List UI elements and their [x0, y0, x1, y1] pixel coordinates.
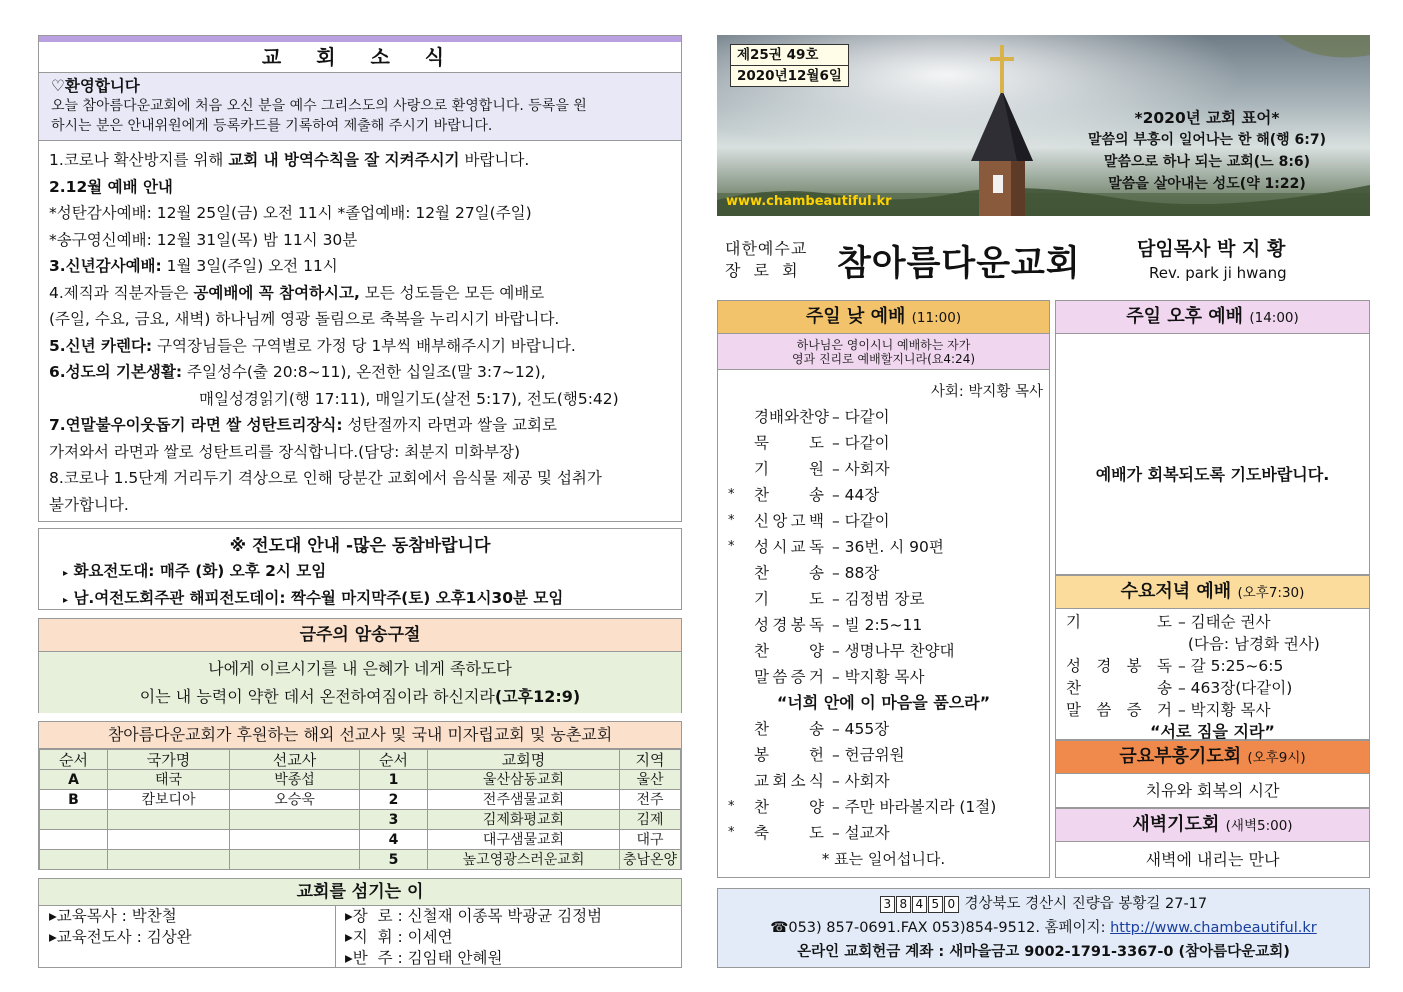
wednesday-title: 수요저녁 예배 (오후7:30)	[1056, 576, 1369, 609]
senior-pastor: 담임목사 박 지 황	[1137, 238, 1286, 260]
order-item-value: – 박지황 목사	[1178, 701, 1271, 719]
order-item-name: 성 경 봉 독	[754, 616, 824, 634]
news-items	[39, 141, 681, 518]
worship-order-item	[718, 820, 1049, 846]
standing-mark: *	[728, 539, 735, 554]
senior-pastor-english: Rev. park ji hwang	[1149, 264, 1287, 282]
order-item-value: – 사회자	[832, 772, 890, 790]
worship-order	[718, 404, 1049, 690]
order-item-value: – 갈 5:25~6:5	[1178, 657, 1284, 675]
verse-title: 금주의 암송구절	[39, 619, 681, 652]
order-item-name: 찬 송	[754, 486, 824, 504]
wednesday-order-item	[1056, 699, 1369, 721]
table-header-row: 순서 국가명 선교사 순서 교회명 지역	[40, 750, 681, 770]
order-item-value: – 빌 2:5~11	[832, 616, 923, 634]
order-item-value: – 455장	[832, 720, 890, 738]
address-section	[717, 888, 1370, 968]
table-row: 5 높고영광스러운교회 충남온양	[40, 850, 681, 870]
news-title: 교 회 소 식	[39, 42, 681, 73]
news-item: 가져와서 라면과 쌀로 성탄트리를 장식합니다.(담당: 최분지 미화부장)	[49, 442, 521, 461]
order-item-name: 성 시 교 독	[754, 538, 824, 556]
order-item-name: 묵 도	[754, 434, 824, 452]
homepage-link[interactable]: http://www.chambeautiful.kr	[1110, 920, 1317, 936]
welcome-line: 하시는 분은 안내위원에게 등록카드를 기록하여 제출해 주시기 바랍니다.	[51, 118, 493, 134]
table-row: 3 김제화평교회 김제	[40, 810, 681, 830]
welcome-line: 오늘 참아름다운교회에 처음 오신 분을 예수 그리스도의 사랑으로 환영합니다. 등록을 원	[51, 98, 587, 114]
order-item-name: 축 도	[754, 824, 824, 842]
order-item-value: – 88장	[832, 564, 880, 582]
worship-order-item	[718, 742, 1049, 768]
worship-order-item	[718, 534, 1049, 560]
friday-title: 금요부흥기도회 (오후9시)	[1056, 741, 1369, 774]
issue-volume: 제25권 49호	[737, 47, 819, 63]
issue-date: 2020년12월6일	[731, 65, 848, 86]
header-banner	[717, 35, 1370, 216]
order-item-value: (다음: 남경화 권사)	[1178, 635, 1320, 653]
servants-right: ▸장 로 : 신철재 이종목 박광균 김정범 ▸지 휘 : 이세연 ▸반 주 : 김임태 안혜원	[345, 907, 603, 967]
worship-order-item	[718, 586, 1049, 612]
standing-mark: *	[728, 513, 735, 528]
order-item-value: – 다같이	[832, 434, 890, 452]
order-item-value: – 생명나무 찬양대	[832, 642, 955, 660]
worship-order-item	[718, 768, 1049, 794]
worship-order-item	[718, 716, 1049, 742]
order-item-name: 말 씀 증 거	[754, 668, 824, 686]
servants-left: ▸교육목사 : 박찬철 ▸교육전도사 : 김상완	[49, 907, 192, 946]
wednesday-order-item	[1056, 633, 1369, 655]
church-news-section	[38, 35, 682, 522]
order-item-name: 찬 송	[1066, 679, 1172, 697]
order-item-value: – 박지황 목사	[832, 668, 925, 686]
standing-mark: *	[728, 799, 735, 814]
order-item-name: 경 배 와 찬 양	[754, 408, 829, 426]
news-item: 3.신년감사예배: 1월 3일(주일) 오전 11시	[49, 257, 338, 275]
news-item: (주일, 수요, 금요, 새벽) 하나님께 영광 돌림으로 축복을 누리시기 바랍니다.	[49, 310, 560, 328]
wednesday-order-item	[1056, 655, 1369, 677]
worship-order-item	[718, 508, 1049, 534]
order-item-name: 교 회 소 식	[754, 772, 824, 790]
order-item-value: – 헌금위원	[832, 746, 905, 764]
denomination: 대한예수교 장 로 회	[725, 239, 808, 280]
order-item-name: 찬 양	[754, 642, 824, 660]
standing-mark: *	[728, 825, 735, 840]
dawn-prayer-section	[1055, 808, 1370, 878]
missions-title: 참아름다운교회가 후원하는 해외 선교사 및 국내 미자립교회 및 농촌교회	[39, 722, 681, 749]
church-name: 참아름다운교회	[837, 244, 1081, 284]
news-item: *송구영신예배: 12월 31일(목) 밤 11시 30분	[49, 230, 358, 249]
verse-text: 나에게 이르시기를 내 은혜가 네게 족하도다 이는 내 능력이 약한 데서 온전하여짐이라 하신지라(고후12:9)	[39, 652, 681, 713]
evangelism-item: ▸ 남.여전도회주관 해피전도데이: 짝수월 마지막주(토) 오후1시30분 모임	[63, 589, 564, 607]
friday-text: 치유와 회복의 시간	[1145, 781, 1280, 800]
worship-order-item	[718, 430, 1049, 456]
table-row: 4 대구샘물교회 대구	[40, 830, 681, 850]
order-item-name: 찬 양	[754, 798, 824, 816]
worship-order-item	[718, 638, 1049, 664]
missions-section	[38, 721, 682, 870]
divider	[335, 905, 336, 967]
order-item-name: 기 도	[1066, 613, 1172, 631]
news-item: 불가합니다.	[49, 495, 129, 514]
order-item-name: 찬 송	[754, 720, 824, 738]
order-item-value: – 다같이	[832, 408, 890, 426]
sunday-afternoon-section	[1055, 300, 1370, 575]
order-item-value: – 다같이	[832, 512, 890, 530]
sermon-title: “너희 안에 이 마음을 품으라”	[776, 693, 991, 712]
order-item-value: – 사회자	[832, 460, 890, 478]
news-item: 4.제직과 직분자들은 공예배에 꼭 참여하시고, 모든 성도들은 모든 예배로	[49, 283, 545, 302]
dawn-text: 새벽에 내리는 만나	[1145, 850, 1280, 869]
evangelism-item: ▸ 화요전도대: 매주 (화) 오후 2시 모임	[63, 562, 327, 580]
afternoon-title: 주일 오후 예배 (14:00)	[1056, 301, 1369, 334]
worship-order-item	[718, 456, 1049, 482]
worship-order-item	[718, 612, 1049, 638]
afternoon-text: 예배가 회복되도록 기도바랍니다.	[1095, 465, 1330, 484]
news-item: 2.12월 예배 안내	[49, 177, 173, 196]
church-header	[717, 226, 1370, 296]
contact-line: ☎053) 857-0691.FAX 053)854-9512. 홈페이지: http://www.chambeautiful.kr	[770, 920, 1317, 936]
order-item-name: 말 씀 증 거	[1066, 701, 1172, 719]
order-item-value: – 463장(다같이)	[1178, 679, 1293, 697]
news-item: 1.코로나 확산방지를 위해 교회 내 방역수칙을 잘 지켜주시기 바랍니다.	[49, 151, 530, 169]
wednesday-worship-section	[1055, 575, 1370, 740]
worship-order-item	[718, 664, 1049, 690]
news-item: 8.코로나 1.5단계 거리두기 격상으로 인해 당분간 교회에서 음식물 제공 및 섭취가	[49, 469, 602, 487]
news-item: 매일성경읽기(행 17:11), 매일기도(살전 5:17), 전도(행5:42)	[199, 389, 619, 408]
sunday-worship-verse: 하나님은 영이시니 예배하는 자가 영과 진리로 예배할지니라(요4:24)	[718, 334, 1049, 370]
order-item-value: – 김태순 권사	[1178, 613, 1271, 631]
worship-order-continued	[718, 716, 1049, 846]
wednesday-order-item	[1056, 611, 1369, 633]
friday-prayer-section	[1055, 740, 1370, 808]
wednesday-order	[1056, 609, 1369, 721]
evangelism-title: ※ 전도대 안내 -많은 동참바랍니다	[229, 536, 491, 556]
welcome-box	[39, 73, 681, 141]
sunday-worship-title: 주일 낮 예배 (11:00)	[718, 301, 1049, 334]
order-item-value: – 36번. 시 90편	[832, 538, 944, 556]
news-item: 5.신년 카렌다: 구역장님들은 구역별로 가정 당 1부씩 배부해주시기 바랍니다.	[49, 336, 576, 355]
order-item-name: 신 앙 고 백	[754, 512, 824, 530]
worship-host: 사회: 박지황 목사	[930, 384, 1043, 400]
worship-order-item	[718, 794, 1049, 820]
order-item-name: 찬 송	[754, 564, 824, 582]
banner-website[interactable]: www.chambeautiful.kr	[726, 194, 892, 209]
news-item: 7.연말불우이웃돕기 라면 쌀 성탄트리장식: 성탄절까지 라면과 쌀을 교회로	[49, 416, 557, 434]
church-motto: *2020년 교회 표어* 말씀의 부흥이 일어나는 한 해(행 6:7) 말씀으로 하나 되는 교회(느 8:6) 말씀을 살아내는 성도(약 1:22)	[1047, 107, 1367, 195]
standing-mark: *	[728, 487, 735, 502]
address-line: 3 8 4 5 0 경상북도 경산시 진량읍 봉황길 27-17	[718, 892, 1369, 916]
news-item: *성탄감사예배: 12월 25일(금) 오전 11시 *졸업예배: 12월 27일(주일)	[49, 204, 532, 222]
servants-title: 교회를 섬기는 이	[39, 879, 681, 906]
wednesday-sermon: “서로 짐을 지라”	[1150, 722, 1275, 741]
motto-title: *2020년 교회 표어*	[1134, 109, 1280, 127]
table-row: B 캄보디아 오승욱 2 전주샘물교회 전주	[40, 790, 681, 810]
order-item-value: – 김정범 장로	[832, 590, 925, 608]
welcome-title: ♡환영합니다	[51, 77, 140, 95]
order-item-name: 성 경 봉 독	[1066, 657, 1172, 675]
servants-section	[38, 878, 682, 968]
zip-code: 3 8 4 5 0	[880, 896, 960, 912]
issue-box	[730, 44, 849, 87]
missions-table	[39, 749, 681, 870]
dawn-title: 새벽기도회 (새벽5:00)	[1056, 809, 1369, 842]
order-item-value: – 설교자	[832, 824, 890, 842]
order-item-value: – 주만 바라볼지라 (1절)	[832, 798, 997, 816]
sunday-worship-section	[717, 300, 1050, 878]
news-item: 6.성도의 기본생활: 주일성수(출 20:8~11), 온전한 십일조(말 3:7~12),	[49, 363, 546, 381]
wednesday-order-item	[1056, 677, 1369, 699]
order-item-name: 기 원	[754, 460, 824, 478]
table-row: A 태국 박종섭 1 울산삼동교회 울산	[40, 770, 681, 790]
worship-order-item	[718, 404, 1049, 430]
worship-order-item	[718, 482, 1049, 508]
standing-note: * 표는 일어섭니다.	[821, 850, 946, 868]
offering-account: 온라인 교회헌금 계좌 : 새마을금고 9002-1791-3367-0 (참아름다운교회)	[797, 944, 1290, 960]
order-item-value: – 44장	[832, 486, 880, 504]
worship-order-item	[718, 560, 1049, 586]
memory-verse-section	[38, 618, 682, 713]
order-item-name: 기 도	[754, 590, 824, 608]
order-item-name: 봉 헌	[754, 746, 824, 764]
evangelism-section	[38, 528, 682, 610]
